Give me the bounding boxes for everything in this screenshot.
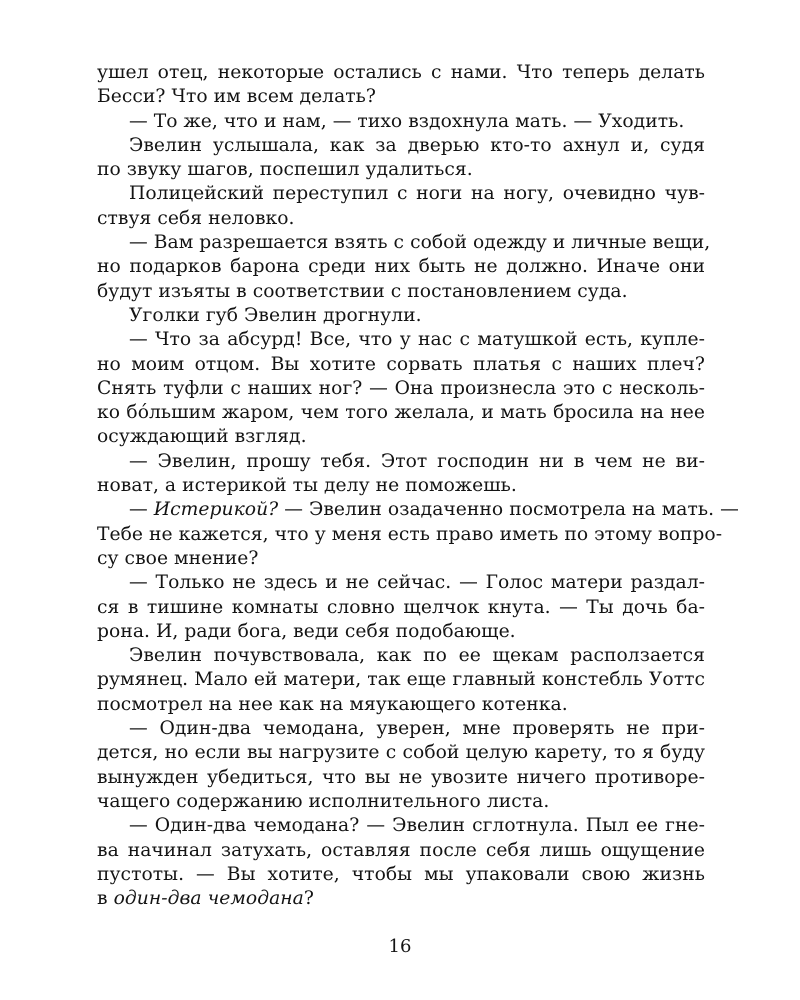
text-line-mixed xyxy=(97,887,705,911)
text-line: — Вам разрешается взять с собой одежду и личные вещи, xyxy=(129,232,711,254)
text-line: посмотрел на нее как на мяукающего котенка. xyxy=(97,693,568,715)
text-line: — Только не здесь и не сейчас. — Голос матери раздал- xyxy=(129,572,705,594)
text-line: но подарков барона среди них быть не должно. Иначе они xyxy=(97,256,705,278)
text-line: пустоты. — Вы хотите, чтобы мы упаковали свою жизнь xyxy=(97,863,705,885)
plain-text: ? xyxy=(303,888,314,910)
text-line: — То же, что и нам, — тихо вздохнула мать. — Уходить. xyxy=(129,110,685,132)
text-line: будут изъяты в соответствии с постановлением суда. xyxy=(97,280,628,302)
text-line: ко бо́льшим жаром, чем того желала, и мать бросила на нее xyxy=(97,402,705,424)
italic-text: Истерикой? xyxy=(153,499,279,521)
text-line: рона. И, ради бога, веди себя подобающе. xyxy=(97,620,516,642)
text-line: су свое мнение? xyxy=(97,547,259,569)
text-line: Тебе не кажется, что у меня есть право иметь по этому вопро- xyxy=(97,523,723,545)
page-number: 16 xyxy=(388,936,412,957)
italic-text: один-два чемодана xyxy=(113,888,304,910)
text-line: ушел отец, некоторые остались с нами. Что теперь делать xyxy=(97,62,705,83)
text-line: — Один-два чемодана? — Эвелин сглотнула. Пыл ее гне- xyxy=(129,815,705,837)
text-line: Полицейский переступил с ноги на ногу, очевидно чув- xyxy=(129,183,705,205)
text-line: Уголки губ Эвелин дрогнули. xyxy=(129,304,422,326)
text-line: — Эвелин, прошу тебя. Этот господин ни в чем не ви- xyxy=(129,450,705,472)
text-line-mixed xyxy=(97,498,739,522)
dash: — xyxy=(129,499,154,521)
text-line: румянец. Мало ей матери, так еще главный констебль Уоттс xyxy=(97,669,705,691)
text-line: Снять туфли с наших ног? — Она произнесла это с несколь- xyxy=(97,377,705,399)
text-line: ствуя себя неловко. xyxy=(97,207,295,229)
text-line: по звуку шагов, поспешил удалиться. xyxy=(97,159,473,181)
text-line: вынужден убедиться, что вы не увозите ничего противоре- xyxy=(97,766,705,788)
text-line: Бесси? Что им всем делать? xyxy=(97,86,376,108)
text-line: но моим отцом. Вы хотите сорвать платья с наших плеч? xyxy=(97,353,705,375)
text-line: чащего содержанию исполнительного листа. xyxy=(97,790,550,812)
book-page-text xyxy=(97,61,739,911)
text-line: дется, но если вы нагрузите с собой целую карету, то я буду xyxy=(97,742,705,764)
text-line: — Один-два чемодана, уверен, мне проверять не при- xyxy=(129,718,705,740)
text-line: новат, а истерикой ты делу не поможешь. xyxy=(97,475,517,497)
plain-text: в xyxy=(97,888,114,910)
plain-text: — Эвелин озадаченно посмотрела на мать. — xyxy=(278,499,739,521)
text-line: ся в тишине комнаты словно щелчок кнута. — Ты дочь ба- xyxy=(97,596,705,618)
text-line: осуждающий взгляд. xyxy=(97,426,307,448)
text-line: ва начинал затухать, оставляя после себя лишь ощущение xyxy=(97,839,705,861)
text-line: Эвелин услышала, как за дверью кто-то ахнул и, судя xyxy=(129,134,705,156)
text-line: Эвелин почувствовала, как по ее щекам расползается xyxy=(129,645,705,667)
text-line: — Что за абсурд! Все, что у нас с матушкой есть, купле- xyxy=(129,329,705,351)
